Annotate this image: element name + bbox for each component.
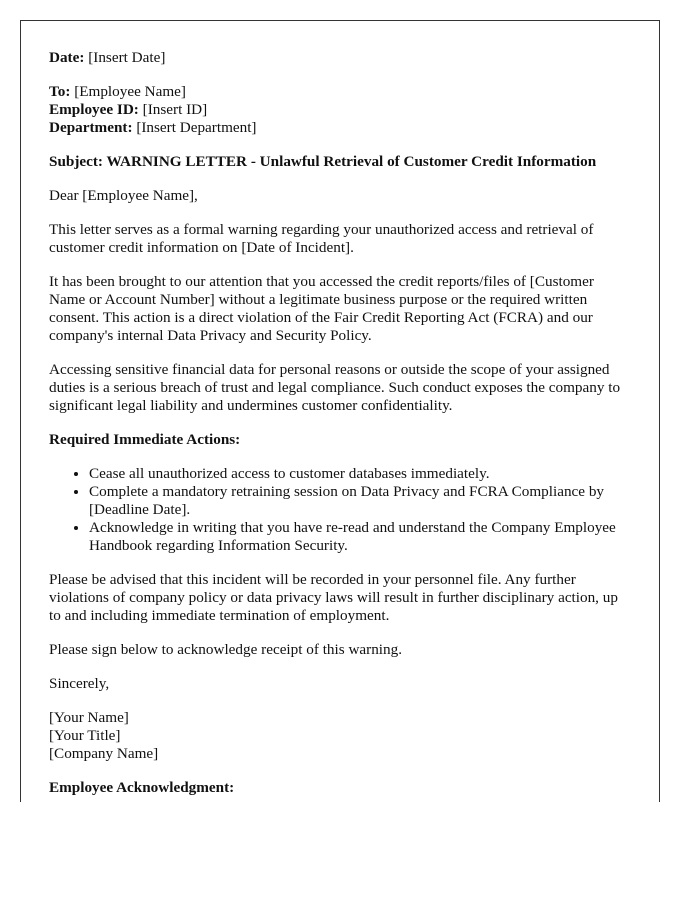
list-item: • Acknowledge in writing that you have re-read and understand the Company Employee Handbook regarding Information Security. — [89, 519, 631, 555]
department-label: Department: — [49, 119, 133, 136]
date-label: Date: — [49, 49, 85, 66]
list-item: • Cease all unauthorized access to customer databases immediately. — [89, 465, 631, 483]
actions-heading: Required Immediate Actions: — [49, 431, 241, 448]
signer-title: [Your Title] — [49, 727, 121, 744]
actions-list — [49, 465, 631, 555]
warning-letter — [20, 20, 660, 802]
to-line — [49, 83, 631, 101]
salutation: Dear [Employee Name], — [49, 187, 198, 204]
paragraph-record: Please be advised that this incident will be recorded in your personnel file. Any further violations of company policy or data privacy laws will result in further disciplinary action, up to and including immediate termination of employment. — [49, 571, 618, 624]
to-value: [Employee Name] — [74, 83, 186, 100]
employee-id-value: [Insert ID] — [142, 101, 208, 118]
paragraph-consequence: Accessing sensitive financial data for personal reasons or outside the scope of your assigned duties is a serious breach of trust and legal compliance. Such conduct exposes the company to significant legal liability and undermines customer confidentiality. — [49, 361, 621, 414]
date-value: [Insert Date] — [88, 49, 166, 66]
employee-id-line — [49, 101, 631, 119]
acknowledgment-heading: Employee Acknowledgment: — [49, 779, 235, 796]
signer-name: [Your Name] — [49, 709, 129, 726]
date-line — [49, 49, 631, 67]
list-item: • Complete a mandatory retraining session on Data Privacy and FCRA Compliance by [Deadline Date]. — [89, 483, 631, 519]
to-label: To: — [49, 83, 71, 100]
subject-line: Subject: WARNING LETTER - Unlawful Retrieval of Customer Credit Information — [49, 153, 597, 170]
employee-id-label: Employee ID: — [49, 101, 139, 118]
paragraph-intro: This letter serves as a formal warning regarding your unauthorized access and retrieval of customer credit information on [Date of Incident]. — [49, 221, 594, 256]
signoff: Sincerely, — [49, 675, 110, 692]
signer-company: [Company Name] — [49, 745, 159, 762]
signature-block — [49, 709, 631, 763]
recipient-block — [49, 83, 631, 137]
department-line — [49, 119, 631, 137]
paragraph-sign-request: Please sign below to acknowledge receipt of this warning. — [49, 641, 403, 658]
department-value: [Insert Department] — [136, 119, 257, 136]
paragraph-violation: It has been brought to our attention that you accessed the credit reports/files of [Customer Name or Account Number] without a legitimate business purpose or the required written consent. This action is a direct violation of the Fair Credit Reporting Act (FCRA) and our company's internal Data Privacy and Security Policy. — [49, 273, 594, 344]
